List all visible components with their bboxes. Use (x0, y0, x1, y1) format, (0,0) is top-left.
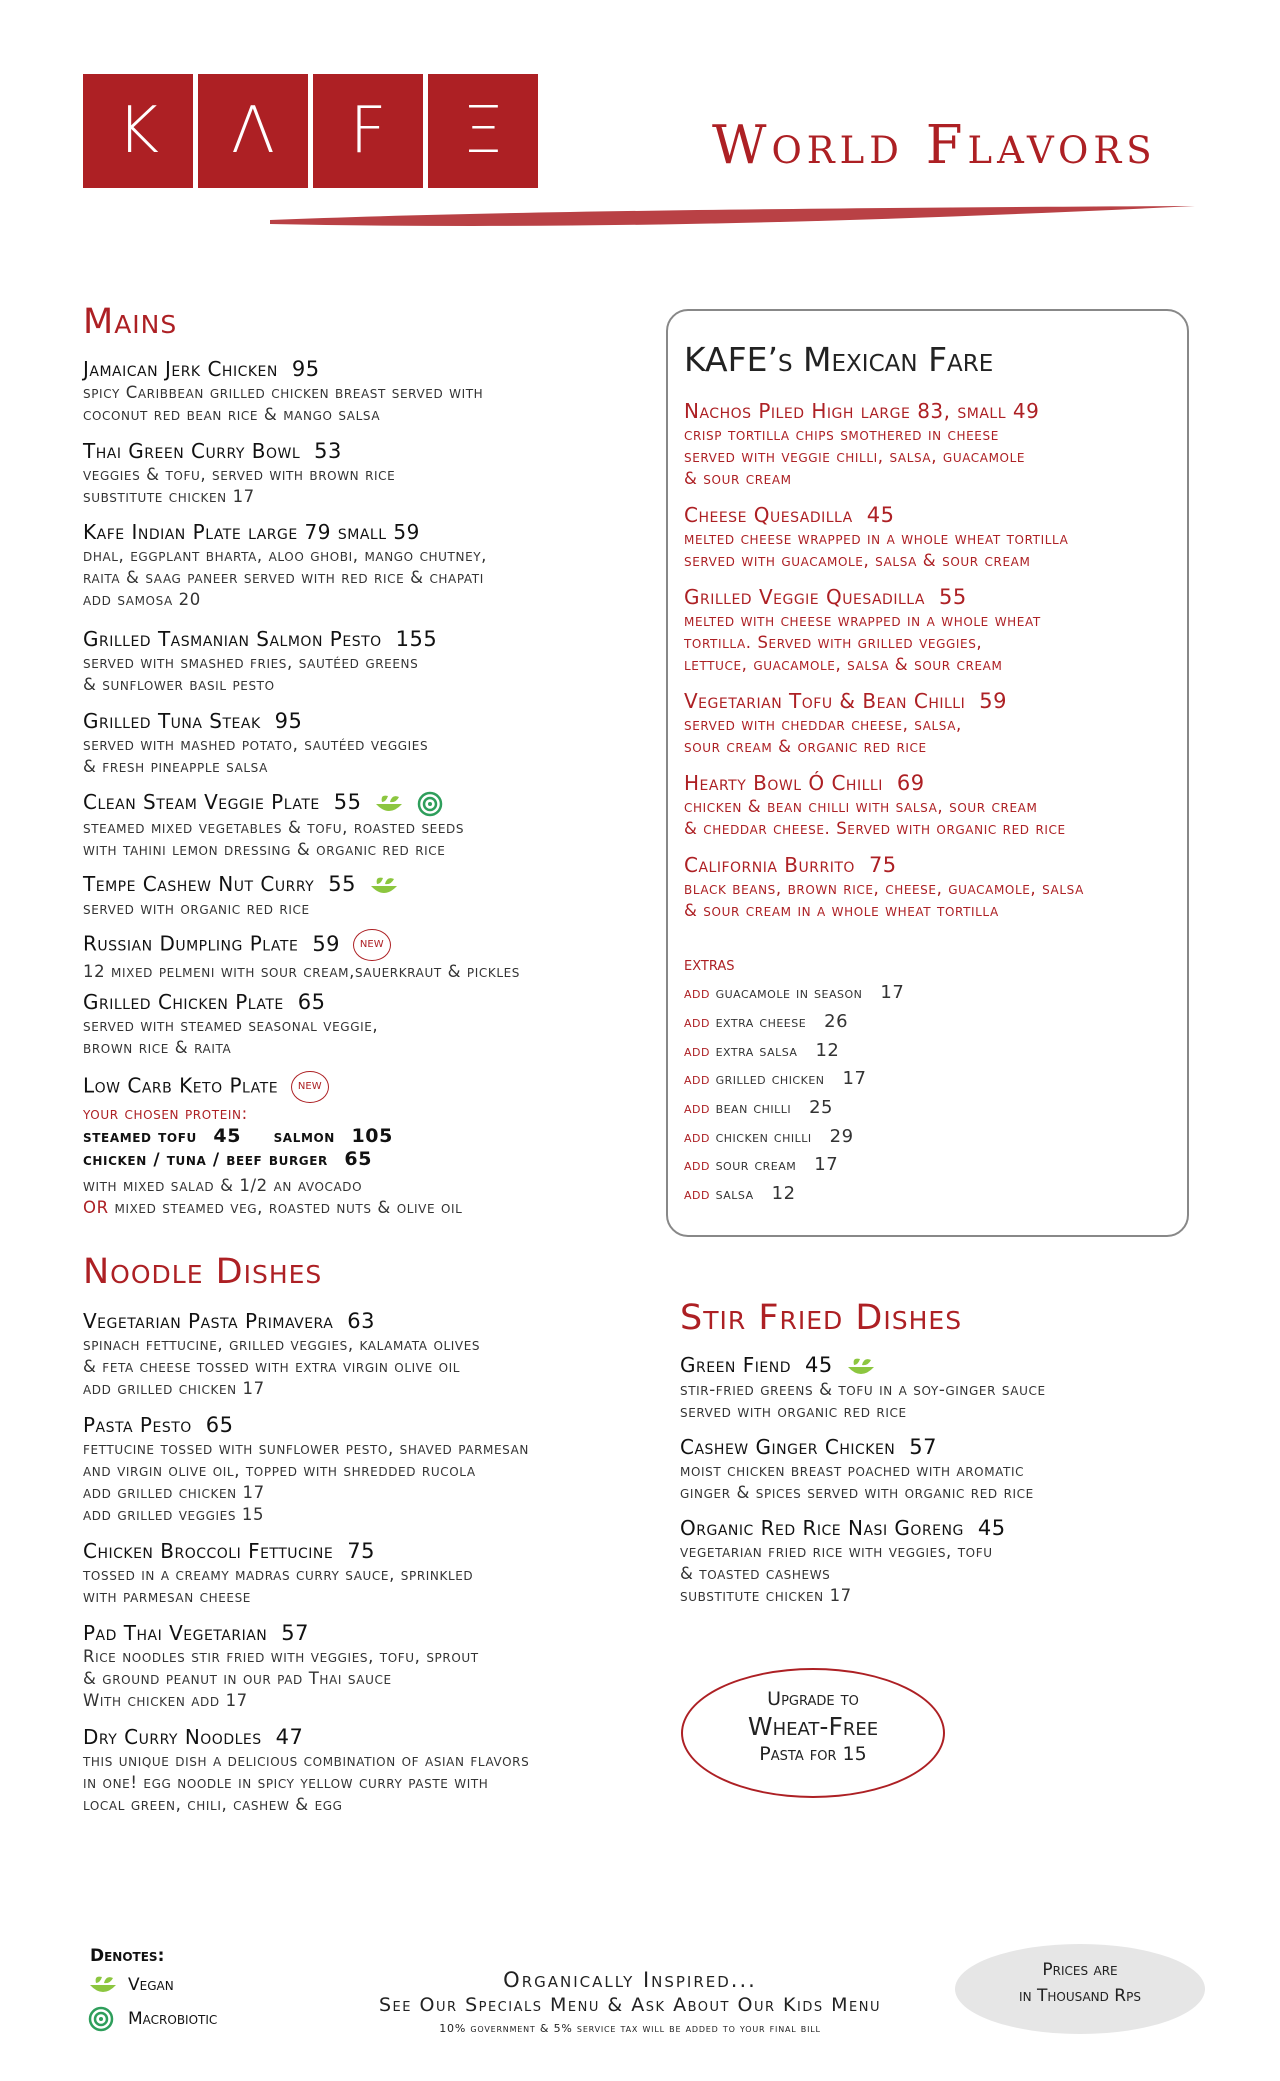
extra-item (684, 1154, 838, 1175)
item-desc-line: dhal, eggplant bharta, aloo ghobi, mango chutney, (83, 546, 488, 565)
item-price: 95 (274, 709, 303, 733)
item-desc-line: ginger & spices served with organic red rice (680, 1483, 1034, 1502)
vegan-icon (86, 1973, 120, 1997)
footer-notes (340, 1968, 920, 2035)
menu-item (83, 1412, 683, 1526)
item-desc-line: coconut red bean rice & mango salsa (83, 405, 381, 424)
item-desc-line: 12 mixed pelmeni with sour cream,sauerkraut & pickles (83, 962, 521, 981)
vegan-icon (372, 792, 406, 816)
extra-price: 29 (829, 1126, 854, 1147)
item-desc-line: melted with cheese wrapped in a whole wheat (684, 611, 1041, 630)
vegan-icon (367, 874, 401, 898)
item-desc-line: local green, chili, cashew & egg (83, 1795, 343, 1814)
legend-vegan (86, 1973, 174, 1997)
item-desc-line: vegetarian fried rice with veggies, tofu (680, 1542, 993, 1561)
item-name: Grilled Chicken Plate (83, 990, 284, 1014)
item-desc-line: in one! egg noodle in spicy yellow curry paste with (83, 1773, 489, 1792)
keto-protein-label: your chosen protein: (83, 1104, 248, 1123)
extra-name: grilled chicken (715, 1069, 825, 1088)
logo-letter-a: Λ (198, 74, 308, 188)
item-price: 75 (347, 1539, 375, 1563)
item-name: Nachos Piled High large 83, small 49 (684, 399, 1040, 423)
item-desc-line: steamed mixed vegetables & tofu, roasted seeds (83, 817, 465, 837)
prices-line: Prices are (1042, 1960, 1118, 1980)
menu-item (684, 584, 1184, 676)
extra-name: salsa (715, 1184, 754, 1203)
extra-item (684, 1097, 833, 1118)
item-name: Vegetarian Pasta Primavera (83, 1309, 334, 1333)
item-desc-line: substitute chicken 17 (680, 1586, 852, 1605)
extra-price: 12 (815, 1040, 840, 1061)
item-desc-line: Rice noodles stir fried with veggies, tofu, sprout (83, 1647, 479, 1666)
item-name: Chicken Broccoli Fettucine (83, 1539, 334, 1563)
menu-item (680, 1515, 1200, 1607)
extra-item (684, 982, 904, 1003)
item-desc-line: with mixed salad & 1/2 an avocado (83, 1176, 363, 1195)
extra-item (684, 1011, 848, 1032)
menu-item (83, 626, 683, 696)
extra-price: 17 (842, 1068, 867, 1089)
extra-add-label: add (684, 1098, 710, 1117)
item-price: 65 (205, 1413, 234, 1437)
keto-or: OR (83, 1198, 109, 1217)
menu-item (680, 1434, 1200, 1504)
extra-price: 26 (824, 1011, 849, 1032)
extra-add-label: add (684, 1069, 710, 1088)
item-desc-line: & sour cream (684, 469, 792, 488)
extra-item (684, 1126, 854, 1147)
item-name: Cheese Quesadilla (684, 503, 853, 527)
item-desc-line: spinach fettucine, grilled veggies, kalamata olives (83, 1335, 481, 1354)
item-desc-line: brown rice & raita (83, 1038, 232, 1057)
item-desc-line: & cheddar cheese. Served with organic red rice (684, 819, 1066, 838)
item-desc-line: with parmesan cheese (83, 1587, 251, 1606)
item-desc-line: & fresh pineapple salsa (83, 757, 268, 776)
item-price: 53 (314, 439, 342, 463)
item-price: 45 (804, 1353, 833, 1377)
item-name: Tempe Cashew Nut Curry (83, 872, 315, 896)
footer-specials: See Our Specials Menu & Ask About Our Kids Menu (379, 1994, 881, 2016)
page-title: World Flavors (712, 115, 1157, 176)
menu-item (83, 519, 683, 611)
extra-item (684, 1040, 839, 1061)
item-desc-line: served with veggie chilli, salsa, guacamole (684, 447, 1026, 466)
item-desc-line: crisp tortilla chips smothered in cheese (684, 425, 999, 444)
menu-item (83, 1071, 683, 1219)
menu-item (83, 1620, 683, 1712)
item-desc-line: substitute chicken 17 (83, 487, 255, 506)
prices-line: in Thousand Rps (1019, 1986, 1141, 2006)
item-name: Grilled Tasmanian Salmon Pesto (83, 627, 382, 651)
legend-title: Denotes: (90, 1946, 165, 1966)
item-desc-line: & sour cream in a whole wheat tortilla (684, 901, 999, 920)
legend-label: Macrobiotic (128, 2009, 218, 2029)
stir-fried-title: Stir Fried Dishes (680, 1298, 963, 1338)
menu-item (83, 789, 683, 861)
extra-name: guacamole in season (715, 983, 863, 1002)
menu-item (684, 398, 1184, 490)
item-name: Pasta Pesto (83, 1413, 192, 1437)
logo-letter-k: K (83, 74, 193, 188)
item-price: 55 (938, 585, 967, 609)
item-name: Dry Curry Noodles (83, 1725, 262, 1749)
extra-add-label: add (684, 983, 710, 1002)
logo-letter-f: F (313, 74, 423, 188)
footer-tagline: Organically Inspired... (503, 1968, 757, 1992)
item-name: Russian Dumpling Plate (83, 931, 299, 956)
item-desc-line: mixed steamed veg, roasted nuts & olive oil (114, 1198, 463, 1217)
item-desc-line: served with steamed seasonal veggie, (83, 1016, 379, 1035)
extra-name: extra salsa (715, 1041, 798, 1060)
item-price: 57 (281, 1621, 309, 1645)
item-price: 59 (979, 689, 1007, 713)
item-name: Kafe Indian Plate large 79 small 59 (83, 520, 420, 544)
item-desc-line: melted cheese wrapped in a whole wheat tortilla (684, 529, 1069, 548)
item-desc-line: add grilled veggies 15 (83, 1505, 265, 1524)
item-price: 47 (275, 1725, 304, 1749)
item-name: California Burrito (684, 853, 855, 877)
item-desc-line: served with smashed fries, sautéed greens (83, 653, 419, 672)
upgrade-line: Pasta for 15 (759, 1743, 867, 1765)
upgrade-line: Upgrade to (767, 1688, 859, 1710)
extras-title: extras (684, 953, 735, 975)
brush-stroke-divider (270, 200, 1195, 240)
kafe-logo (83, 74, 538, 188)
item-name: Hearty Bowl Ó Chilli (684, 771, 883, 795)
menu-item (83, 1724, 683, 1816)
item-name: Cashew Ginger Chicken (680, 1435, 896, 1459)
menu-item (680, 1352, 1200, 1423)
item-name: Pad Thai Vegetarian (83, 1621, 268, 1645)
item-desc-line: add grilled chicken 17 (83, 1379, 265, 1398)
keto-option: salmon (273, 1127, 335, 1147)
item-desc-line: served with mashed potato, sautéed veggies (83, 735, 429, 754)
menu-item (684, 688, 1184, 758)
item-name: Thai Green Curry Bowl (83, 439, 301, 463)
item-desc-line: stir-fried greens & tofu in a soy-ginger sauce (680, 1379, 1046, 1399)
upgrade-line: Wheat-Free (747, 1712, 879, 1741)
keto-option: chicken / tuna / beef burger (83, 1150, 328, 1170)
item-desc-line: this unique dish a delicious combination of asian flavors (83, 1751, 530, 1770)
item-price: 95 (291, 357, 320, 381)
keto-price: 105 (351, 1125, 393, 1147)
menu-item (684, 502, 1184, 572)
item-desc-line: fettucine tossed with sunflower pesto, shaved parmesan (83, 1439, 529, 1458)
item-price: 63 (347, 1309, 376, 1333)
item-price: 55 (333, 790, 362, 814)
item-price: 69 (896, 771, 925, 795)
macrobiotic-icon (86, 2006, 120, 2032)
extra-item (684, 1068, 866, 1089)
item-desc-line: & toasted cashews (680, 1564, 831, 1583)
new-badge: NEW (353, 929, 391, 961)
new-badge: NEW (291, 1071, 329, 1103)
menu-item (83, 989, 683, 1059)
extra-name: chicken chilli (715, 1127, 812, 1146)
item-name: Grilled Tuna Steak (83, 709, 261, 733)
item-desc-line: spicy Caribbean grilled chicken breast served with (83, 383, 484, 402)
extra-name: extra cheese (715, 1012, 807, 1031)
extra-name: bean chilli (715, 1098, 792, 1117)
menu-item (684, 852, 1184, 922)
item-name: Low Carb Keto Plate (83, 1073, 279, 1098)
keto-price: 65 (344, 1148, 373, 1170)
item-name: Jamaican Jerk Chicken (83, 357, 278, 381)
item-desc-line: served with cheddar cheese, salsa, (684, 715, 962, 734)
extra-price: 25 (809, 1097, 834, 1118)
item-name: Vegetarian Tofu & Bean Chilli (684, 689, 966, 713)
wheat-free-upgrade-badge (681, 1668, 945, 1798)
item-desc-line: & sunflower basil pesto (83, 675, 275, 694)
extra-add-label: add (684, 1184, 710, 1203)
item-desc-line: tossed in a creamy madras curry sauce, sprinkled (83, 1565, 474, 1584)
item-price: 59 (312, 931, 341, 956)
item-price: 75 (868, 853, 897, 877)
legend-label: Vegan (128, 1975, 174, 1995)
item-name: Organic Red Rice Nasi Goreng (680, 1516, 964, 1540)
keto-option: steamed tofu (83, 1127, 197, 1147)
item-name: Grilled Veggie Quesadilla (684, 585, 925, 609)
legend-macrobiotic (86, 2006, 217, 2032)
item-price: 65 (297, 990, 326, 1014)
item-desc-line: served with organic red rice (83, 898, 310, 918)
menu-item (684, 770, 1184, 840)
item-price: 55 (328, 872, 356, 896)
item-desc-line: and virgin olive oil, topped with shredded rucola (83, 1461, 476, 1480)
item-desc-line: chicken & bean chilli with salsa, sour cream (684, 797, 1038, 816)
item-price: 155 (395, 627, 438, 651)
vegan-icon (844, 1355, 878, 1379)
item-price: 57 (909, 1435, 938, 1459)
item-desc-line: veggies & tofu, served with brown rice (83, 465, 396, 484)
item-desc-line: black beans, brown rice, cheese, guacamole, salsa (684, 879, 1084, 898)
item-desc-line: served with guacamole, salsa & sour cream (684, 551, 1031, 570)
macrobiotic-icon (417, 791, 443, 817)
menu-item (83, 929, 683, 983)
footer-tax-note: 10% government & 5% service tax will be added to your final bill (439, 2022, 821, 2035)
menu-item (83, 871, 683, 920)
item-desc-line: raita & saag paneer served with red rice & chapati (83, 568, 484, 587)
menu-item (83, 1308, 683, 1400)
extra-add-label: add (684, 1012, 710, 1031)
item-desc-line: With chicken add 17 (83, 1691, 248, 1710)
item-name: Green Fiend (680, 1353, 791, 1377)
keto-price: 45 (213, 1125, 242, 1147)
item-desc-line: moist chicken breast poached with aromatic (680, 1461, 1025, 1480)
mexican-fare-title: KAFE’s Mexican Fare (684, 340, 994, 379)
menu-item (83, 438, 683, 508)
extra-add-label: add (684, 1155, 710, 1174)
extra-add-label: add (684, 1041, 710, 1060)
prices-note-badge (955, 1944, 1205, 2034)
extra-item (684, 1183, 796, 1204)
item-name: Clean Steam Veggie Plate (83, 790, 320, 814)
menu-item (83, 708, 683, 778)
extra-price: 17 (880, 982, 905, 1003)
item-desc-line: served with organic red rice (680, 1401, 907, 1421)
extra-add-label: add (684, 1127, 710, 1146)
item-desc-line: sour cream & organic red rice (684, 737, 927, 756)
item-desc-line: lettuce, guacamole, salsa & sour cream (684, 655, 1003, 674)
extra-price: 17 (814, 1154, 839, 1175)
item-desc-line: & ground peanut in our pad Thai sauce (83, 1669, 392, 1688)
extra-name: sour cream (715, 1155, 797, 1174)
mains-title: Mains (83, 302, 178, 342)
logo-letter-e: Ξ (428, 74, 538, 188)
extra-price: 12 (771, 1183, 796, 1204)
item-desc-line: tortilla. Served with grilled veggies, (684, 633, 983, 652)
item-desc-line: with tahini lemon dressing & organic red rice (83, 839, 446, 859)
item-desc-line: add grilled chicken 17 (83, 1483, 265, 1502)
noodles-title: Noodle Dishes (83, 1252, 323, 1292)
item-price: 45 (866, 503, 895, 527)
menu-item (83, 1538, 683, 1608)
menu-item (83, 356, 683, 426)
item-price: 45 (977, 1516, 1006, 1540)
item-desc-line: & feta cheese tossed with extra virgin olive oil (83, 1357, 461, 1376)
item-desc-line: add samosa 20 (83, 590, 201, 609)
